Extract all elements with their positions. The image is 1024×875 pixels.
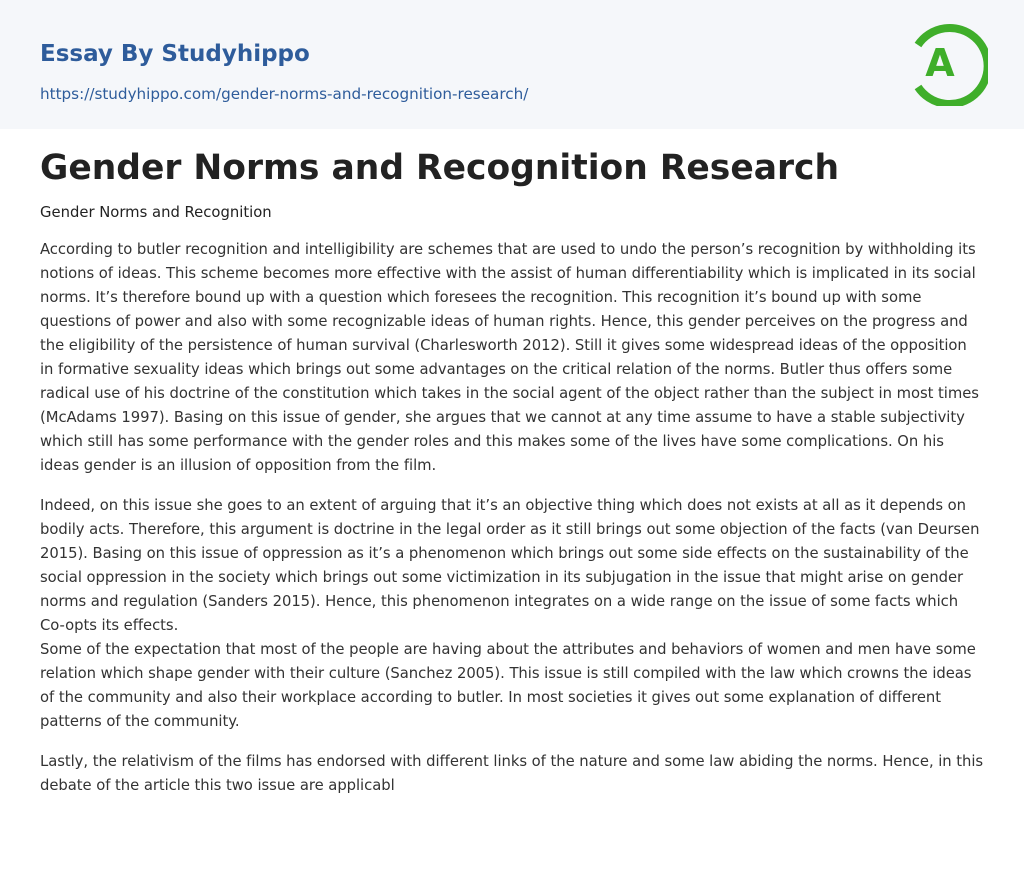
paragraph-2: Indeed, on this issue she goes to an extent of arguing that it’s an objective thing which does not exists at all as it depends on bodily acts. Therefore, this argument is doctrine in the legal order as it still brings out some objection of the facts (van Deursen 2015). Basing on this issue of oppression as it’s a phenomenon which brings out some side effects on the sustainability of the social oppression in the society which brings out some victimization in its subjugation in the issue that might arise on gender norms and regulation (Sanders 2015). Hence, this phenomenon integrates on a wide range on the issue of some facts which Co-opts its effects. bbox=[40, 497, 980, 634]
article bbox=[40, 143, 984, 798]
studyhippo-logo-icon[interactable] bbox=[910, 18, 988, 106]
paragraph-3: Some of the expectation that most of the people are having about the attributes and behaviors of women and men have some relation which shape gender with their culture (Sanchez 2005). This issue is still compiled with the law which crowns the ideas of the community and also their workplace according to butler. In most societies it gives out some explanation of different patterns of the community. bbox=[40, 641, 976, 730]
site-header bbox=[0, 0, 1024, 129]
logo-letter: A bbox=[925, 41, 955, 85]
paragraph-4: Lastly, the relativism of the films has endorsed with different links of the nature and some law abiding the norms. Hence, in this debate of the article this two issue are applicabl bbox=[40, 753, 984, 794]
site-brand[interactable]: Essay By Studyhippo bbox=[40, 41, 310, 67]
article-subtitle: Gender Norms and Recognition bbox=[40, 204, 272, 221]
page-title: Gender Norms and Recognition Research bbox=[40, 148, 840, 188]
paragraph-1: According to butler recognition and intelligibility are schemes that are used to undo the person’s recognition by withholding its notions of ideas. This scheme becomes more effective with the assist of human differentiability which is implicated in its social norms. It’s therefore bound up with a question which foresees the recognition. This recognition it’s bound up with some questions of power and also with some recognizable ideas of human rights. Hence, this gender perceives on the progress and the eligibility of the persistence of human survival (Charlesworth 2012). Still it gives some widespread ideas of the opposition in formative sexuality ideas which brings out some advantages on the critical relation of the norms. Butler thus offers some radical use of his doctrine of the constitution which takes in the social agent of the object rather than the subject in most times (McAdams 1997). Basing on this issue of gender, she argues that we cannot at any time assume to have a stable subjectivity which still has some performance with the gender roles and this makes some of the lives have some complications. On his ideas gender is an illusion of opposition from the film. bbox=[40, 241, 979, 474]
source-url-link[interactable]: https://studyhippo.com/gender-norms-and-recognition-research/ bbox=[40, 85, 529, 103]
